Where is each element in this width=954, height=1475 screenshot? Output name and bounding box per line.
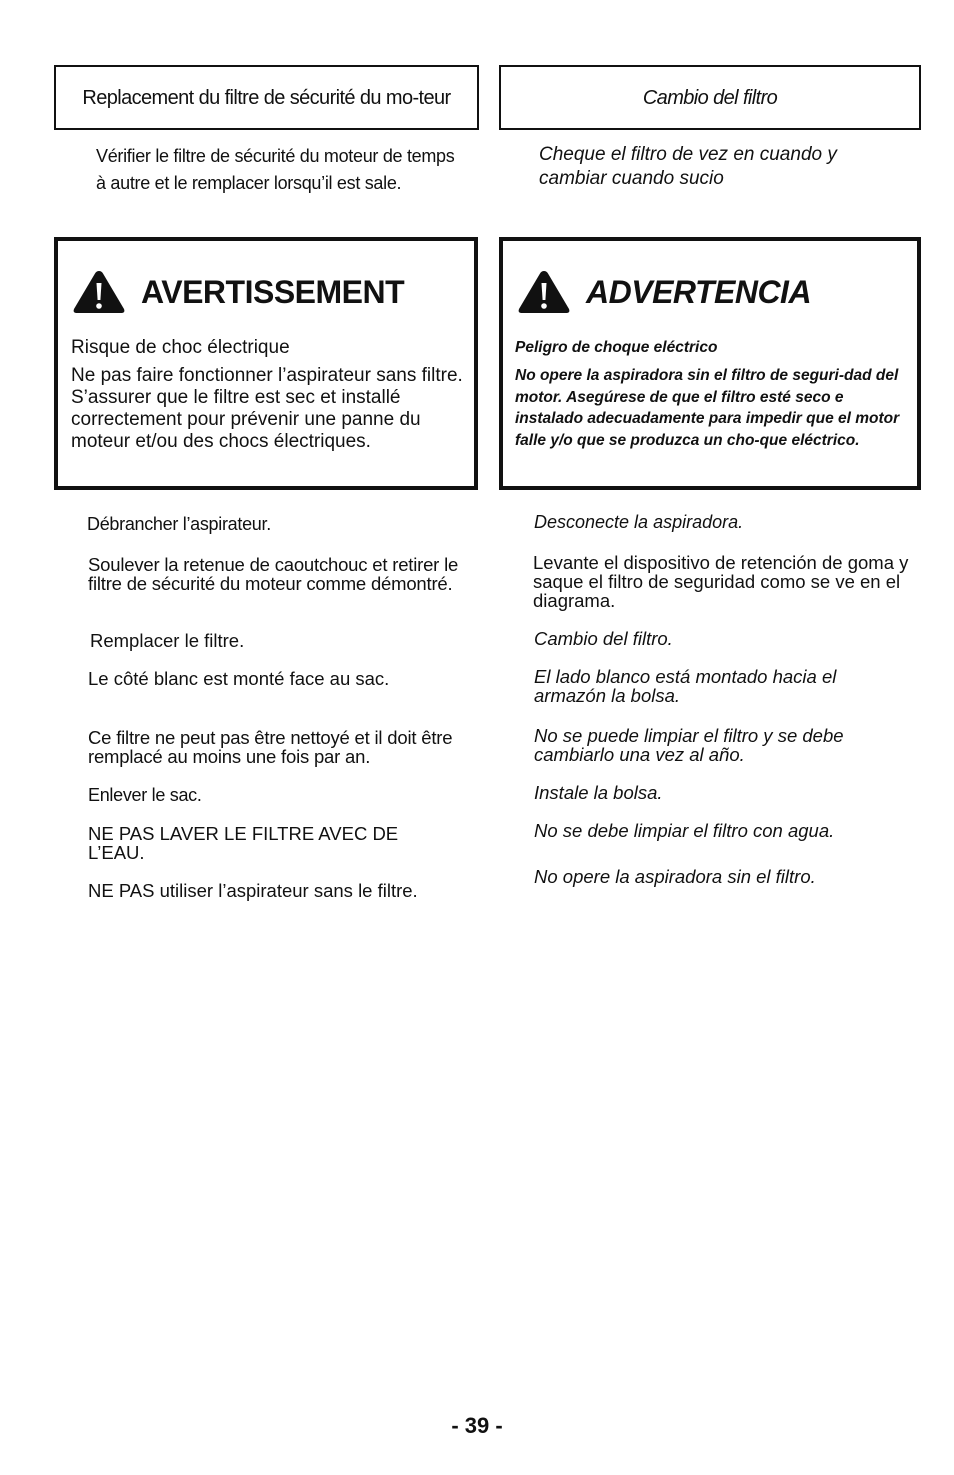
warning-box-fr xyxy=(54,237,478,490)
step-fr-3: Remplacer le filtre. xyxy=(90,630,245,651)
step-fr-2: Soulever la retenue de caoutchouc et retirer le filtre de sécurité du moteur comme démontré. xyxy=(88,554,459,594)
step-fr-5: Ce filtre ne peut pas être nettoyé et il doit être remplacé au moins une fois par an. xyxy=(88,727,453,767)
step-es-6: Instale la bolsa. xyxy=(534,782,663,803)
warning-title-es: ADVERTENCIA xyxy=(586,273,812,310)
step-fr-8: NE PAS utiliser l’aspirateur sans le filtre. xyxy=(88,880,418,901)
warning-triangle-icon xyxy=(517,269,571,315)
warning-subtitle-es: Peligro de choque eléctrico xyxy=(515,339,718,356)
warning-triangle-icon xyxy=(72,269,126,315)
step-fr-7: NE PAS LAVER LE FILTRE AVEC DE L’EAU. xyxy=(88,823,399,863)
warning-title-fr: AVERTISSEMENT xyxy=(141,273,405,310)
intro-text-es: Cheque el filtro de vez en cuando y cambiar cuando sucio xyxy=(539,144,837,189)
step-es-2: Levante el dispositivo de retención de goma y saque el filtro de seguridad como se ve en el diagrama. xyxy=(533,552,909,611)
step-es-4: El lado blanco está montado hacia el armazón la bolsa. xyxy=(534,666,837,706)
page-number: - 39 - xyxy=(451,1413,503,1438)
warning-body-fr: Ne pas faire fonctionner l’aspirateur sans filtre. S’assurer que le filtre est sec et installé correctement pour prévenir une panne du moteur et/ou des chocs électriques. xyxy=(71,365,463,452)
warning-box-es xyxy=(499,237,921,490)
warning-header-fr xyxy=(72,269,404,315)
section-header-fr xyxy=(54,65,479,130)
step-fr-6: Enlever le sac. xyxy=(88,785,202,805)
step-es-7: No se debe limpiar el filtro con agua. xyxy=(534,820,835,841)
intro-text-fr: Vérifier le filtre de sécurité du moteur de temps à autre et le remplacer lorsqu’il est sale. xyxy=(96,146,455,193)
step-es-5: No se puede limpiar el filtro y se debe cambiarlo una vez al año. xyxy=(534,725,844,765)
step-fr-4: Le côté blanc est monté face au sac. xyxy=(88,668,390,689)
section-title-fr: Replacement du filtre de sécurité du mo-teur xyxy=(82,86,451,109)
warning-body-es: No opere la aspiradora sin el filtro de seguri-dad del motor. Asegúrese de que el filtro esté seco e instalado adecuadamente para impedir que el motor falle y/o que se produzca un cho-que eléctrico. xyxy=(515,367,900,449)
step-es-8: No opere la aspiradora sin el filtro. xyxy=(534,866,816,887)
warning-header-es xyxy=(517,269,811,315)
warning-subtitle-fr: Risque de choc électrique xyxy=(71,337,290,358)
section-header-es xyxy=(499,65,921,130)
section-title-es: Cambio del filtro xyxy=(642,86,778,109)
step-fr-1: Débrancher l’aspirateur. xyxy=(87,514,271,534)
step-es-1: Desconecte la aspiradora. xyxy=(534,512,744,532)
step-es-3: Cambio del filtro. xyxy=(534,628,673,649)
